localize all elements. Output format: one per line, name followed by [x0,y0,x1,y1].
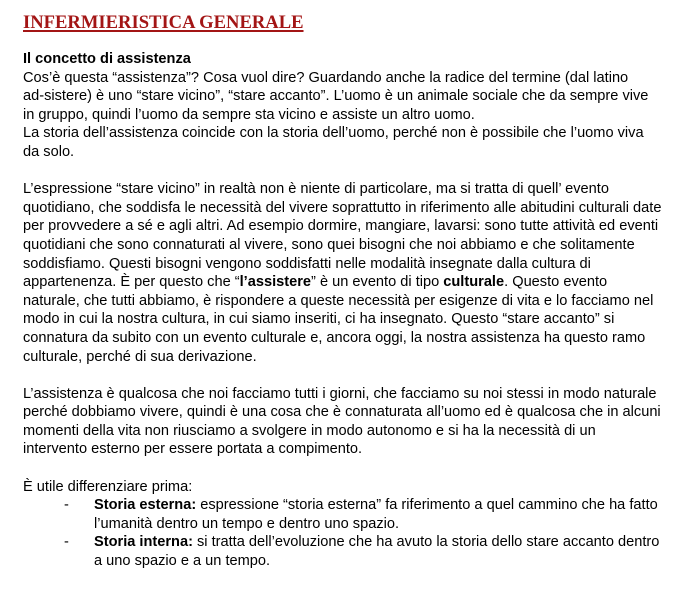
text-line: Cos’è questa “assistenza”? Cosa vuol dire? Guardando anche la radice del termine (dal latino [23,69,629,86]
text-line: modo in cui la nostra cultura, in cui siamo inseriti, ci ha insegnato. Questo “stare accanto” si [23,311,615,328]
list-item-storia-interna [23,533,673,570]
text-line: connatura da subito con un evento culturale e, ancora oggi, la nostra assistenza ha questo ramo [23,329,646,346]
text-line-mixed [23,273,673,292]
text-line: L’espressione “stare vicino” in realtà non è niente di particolare, ma si tratta di quell’ evento [23,181,609,198]
text-line: quotidiano, che soddisfa le necessità del vivere soprattutto in riferimento alle abitudini culturali date [23,199,662,216]
text-line: soddisfiamo. Questi bisogni vengono soddisfatti nelle modalità insegnate dalla cultura di [23,255,591,272]
paragraph-spacer [23,366,673,385]
section-heading: Il concetto di assistenza [23,51,191,67]
text-line: perché dobbiamo vivere, quindi è una cosa che è connaturata all’uomo ed è qualcosa che in alcuni [23,404,661,421]
list-intro: È utile differenziare prima: [23,478,193,495]
document-page [23,12,673,571]
list-item-line: l’umanità dentro un tempo e dentro uno spazio. [94,515,400,532]
paragraph-intro [23,69,673,162]
text-line: intervento esterno per essere portata a compimento. [23,441,363,458]
list-item-line [94,496,673,515]
bold-term-culturale: culturale [443,274,505,291]
text-line: L’assistenza è qualcosa che noi facciamo tutti i giorni, che facciamo su noi stessi in modo naturale [23,385,657,402]
list-item-text: si tratta dell’evoluzione che ha avuto la storia dello stare accanto dentro [192,534,660,551]
paragraph-stare-vicino [23,180,673,366]
text-line: ad-sistere) è uno “stare vicino”, “stare accanto”. L’uomo è un animale sociale che da sempre vive [23,88,649,105]
dash-bullet-icon: - [64,534,69,551]
history-list [23,496,673,570]
text-line: quotidiani che sono connaturati al vivere, sono quei bisogni che noi abbiamo e che solitamente [23,236,635,253]
bold-term-assistere: l’assistere [239,274,312,291]
text-span: . Questo evento [504,274,608,291]
paragraph-spacer [23,162,673,181]
text-line: La storia dell’assistenza coincide con la storia dell’uomo, perché non è possibile che l’uomo viva [23,125,644,142]
list-item-storia-esterna [23,496,673,533]
list-item-text: espressione “storia esterna” fa riferimento a quel cammino che ha fatto [196,497,658,514]
list-item-line [94,533,673,552]
list-item-term: Storia interna: [94,534,193,551]
text-span: ” è un evento di tipo [311,274,444,291]
text-line: culturale, perché di sua derivazione. [23,348,257,365]
text-line: momenti della vita non riusciamo a svolgere in modo autonomo e si ha la necessità di un [23,422,596,439]
text-line: in gruppo, quindi l’uomo da sempre sta vicino e assiste un altro uomo. [23,106,475,123]
paragraph-spacer [23,459,673,478]
text-line: per provvedere a sé e agli altri. Ad esempio dormire, mangiare, lavarsi: sono tutte attività ed eventi [23,218,659,235]
list-item-term: Storia esterna: [94,497,197,514]
dash-bullet-icon: - [64,497,69,514]
list-item-line: a uno spazio e a un tempo. [94,553,271,570]
paragraph-assistenza [23,385,673,459]
document-title: INFERMIERISTICA GENERALE [23,12,304,33]
text-line: da solo. [23,143,75,160]
text-span: appartenenza. È per questo che “ [23,274,240,291]
text-line: naturale, che tutti abbiamo, è rispondere a queste necessità per esigenze di vita e lo facciamo nel [23,292,654,309]
